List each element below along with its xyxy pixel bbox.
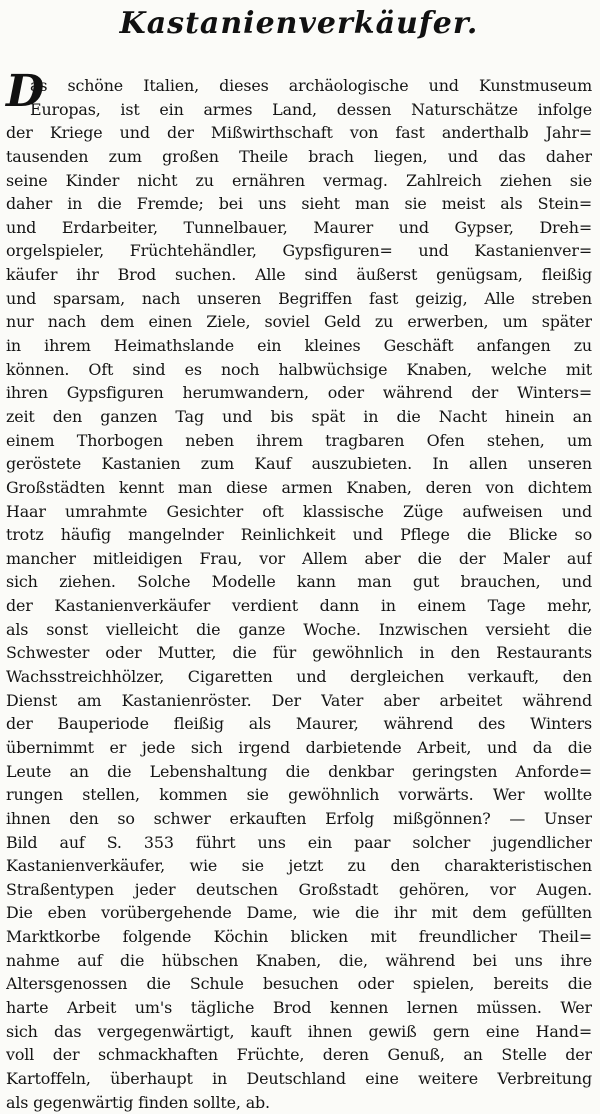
text-line: der Bauperiode fleißig als Maurer, während des Winters <box>6 714 592 734</box>
text-line: Dienst am Kastanienröster. Der Vater aber arbeitet während <box>6 690 592 710</box>
text-line: zeit den ganzen Tag und bis spät in die Nacht hinein an <box>6 406 592 426</box>
text-line: trotz häufig mangelnder Reinlichkeit und Pflege die Blicke so <box>6 525 592 545</box>
text-line: rungen stellen, kommen sie gewöhnlich vorwärts. Wer wollte <box>6 785 592 805</box>
text-line: mancher mitleidigen Frau, vor Allem aber die der Maler auf <box>6 548 592 568</box>
text-line: Kartoffeln, überhaupt in Deutschland eine weitere Verbreitung <box>6 1068 592 1088</box>
text-line: können. Oft sind es noch halbwüchsige Knaben, welche mit <box>6 359 592 379</box>
drop-cap: D <box>6 66 45 117</box>
text-line: orgelspieler, Früchtehändler, Gypsfiguren= und Kastanienver= <box>6 241 592 261</box>
text-line: der Kriege und der Mißwirthschaft von fast anderthalb Jahr= <box>6 123 592 143</box>
text-line: als gegenwärtig finden sollte, ab. <box>6 1092 270 1112</box>
text-line: tausenden zum großen Theile brach liegen, und das daher <box>6 146 592 166</box>
text-line: Großstädten kennt man diese armen Knaben, deren von dichtem <box>6 477 592 497</box>
text-line: ihren Gypsfiguren herumwandern, oder während der Winters= <box>6 383 592 403</box>
text-line: übernimmt er jede sich irgend darbietende Arbeit, und da die <box>6 737 592 757</box>
text-line: Altersgenossen die Schule besuchen oder spielen, bereits die <box>6 974 592 994</box>
text-line: sich das vergegenwärtigt, kauft ihnen gewiß gern eine Hand= <box>6 1021 592 1041</box>
text-line: geröstete Kastanien zum Kauf auszubieten. In allen unseren <box>6 454 592 474</box>
text-line: nur nach dem einen Ziele, soviel Geld zu erwerben, um später <box>6 312 592 332</box>
text-line: einem Thorbogen neben ihrem tragbaren Ofen stehen, um <box>6 430 592 450</box>
text-line: as schöne Italien, dieses archäologische und Kunstmuseum <box>30 76 592 95</box>
text-line: käufer ihr Brod suchen. Alle sind äußerst genügsam, fleißig <box>6 265 592 285</box>
text-line: als sonst vielleicht die ganze Woche. Inzwischen versieht die <box>6 619 592 639</box>
text-line: und sparsam, nach unseren Begriffen fast geizig, Alle streben <box>6 288 592 308</box>
text-line: nahme auf die hübschen Knaben, die, während bei uns ihre <box>6 950 592 970</box>
text-line: sich ziehen. Solche Modelle kann man gut brauchen, und <box>6 572 592 592</box>
text-line: Haar umrahmte Gesichter oft klassische Züge aufweisen und <box>6 501 592 521</box>
text-line: voll der schmackhaften Früchte, deren Genuß, an Stelle der <box>6 1045 592 1065</box>
text-line: ihnen den so schwer erkauften Erfolg mißgönnen? — Unser <box>6 808 592 828</box>
text-line: Straßentypen jeder deutschen Großstadt gehören, vor Augen. <box>6 879 592 899</box>
paragraph <box>6 74 592 1114</box>
text-line: Europas, ist ein armes Land, dessen Naturschätze infolge <box>30 99 592 119</box>
text-line: Bild auf S. 353 führt uns ein paar solcher jugendlicher <box>6 832 592 852</box>
text-line: Die eben vorübergehende Dame, wie die ihr mit dem gefüllten <box>6 903 592 923</box>
text-line: der Kastanienverkäufer verdient dann in einem Tage mehr, <box>6 596 592 616</box>
text-line: Schwester oder Mutter, die für gewöhnlich in den Restaurants <box>6 643 592 663</box>
text-line: Wachsstreichhölzer, Cigaretten und dergleichen verkauft, den <box>6 667 592 687</box>
text-line: Marktkorbe folgende Köchin blicken mit freundlicher Theil= <box>6 927 592 947</box>
text-line: und Erdarbeiter, Tunnelbauer, Maurer und Gypser, Dreh= <box>6 217 592 237</box>
text-line: Leute an die Lebenshaltung die denkbar geringsten Anforde= <box>6 761 592 781</box>
text-line: in ihrem Heimathslande ein kleines Geschäft anfangen zu <box>6 336 592 356</box>
text-line: Kastanienverkäufer, wie sie jetzt zu den charakteristischen <box>6 856 592 876</box>
article-title: Kastanienverkäufer. <box>119 6 479 41</box>
text-line: harte Arbeit um's tägliche Brod kennen lernen müssen. Wer <box>6 997 592 1017</box>
text-line: daher in die Fremde; bei uns sieht man sie meist als Stein= <box>6 194 592 214</box>
article-body <box>6 66 592 1114</box>
text-line: seine Kinder nicht zu ernähren vermag. Zahlreich ziehen sie <box>6 170 592 190</box>
